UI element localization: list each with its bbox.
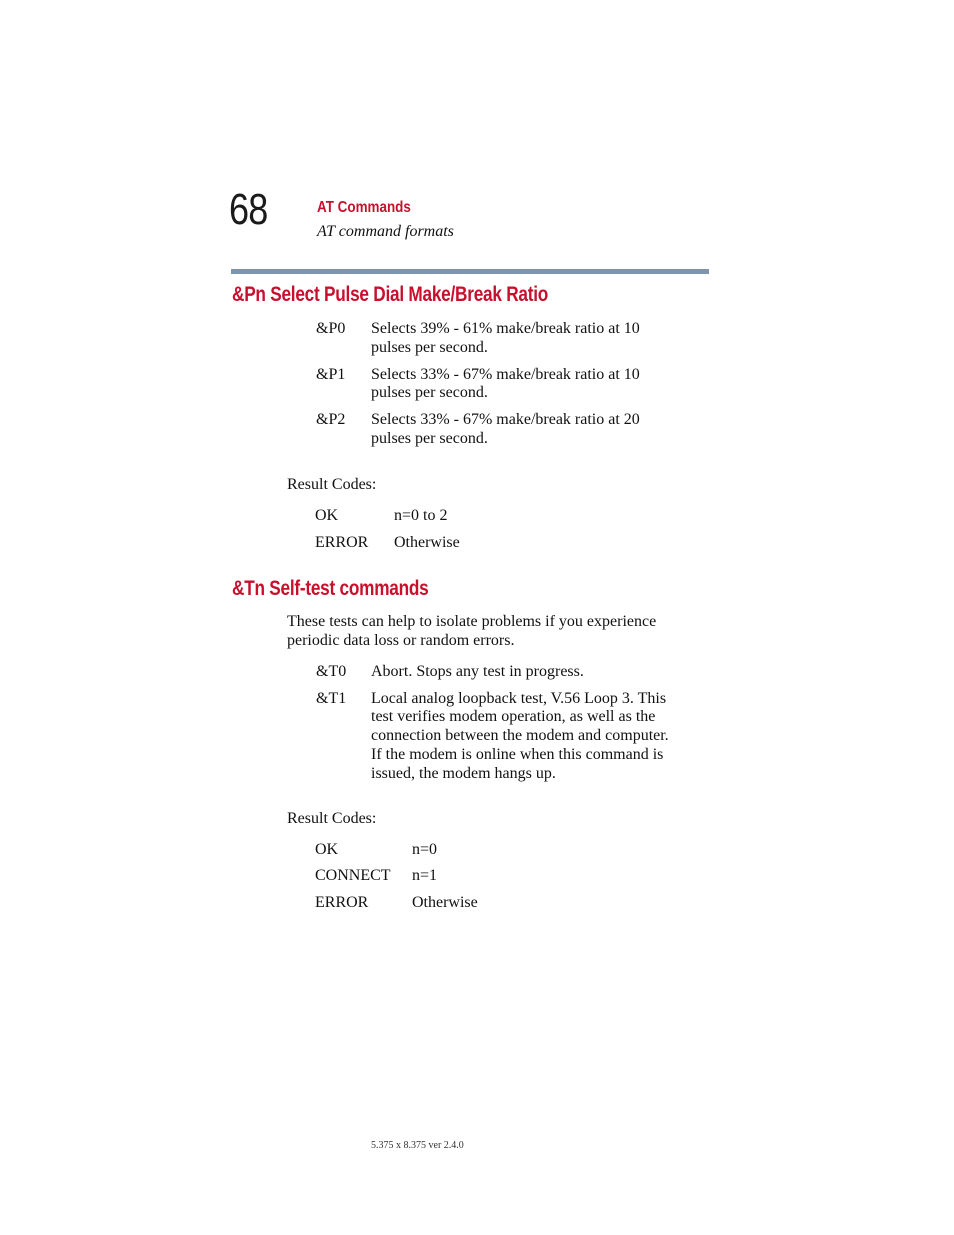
command-description: Local analog loopback test, V.56 Loop 3. This (371, 690, 667, 707)
result-code: OK (315, 507, 339, 524)
section-subtitle: AT command formats (317, 223, 454, 240)
section-heading-tn: &Tn Self-test commands (232, 577, 429, 600)
result-codes-label: Result Codes: (287, 810, 377, 827)
result-code: ERROR (315, 534, 369, 551)
command-description: Selects 39% - 61% make/break ratio at 10 (371, 320, 640, 337)
command-description: Selects 33% - 67% make/break ratio at 10 (371, 366, 640, 383)
result-value: Otherwise (394, 534, 460, 551)
command-description: issued, the modem hangs up. (371, 765, 556, 782)
command-code: &T0 (316, 663, 347, 680)
result-value: Otherwise (412, 894, 478, 911)
command-description: pulses per second. (371, 430, 488, 447)
intro-paragraph: These tests can help to isolate problems if you experience (287, 613, 657, 630)
result-code: ERROR (315, 894, 369, 911)
intro-paragraph: periodic data loss or random errors. (287, 632, 515, 649)
command-code: &P1 (316, 366, 346, 383)
command-description: If the modem is online when this command is (371, 746, 664, 763)
result-codes-label: Result Codes: (287, 476, 377, 493)
section-heading-pn: &Pn Select Pulse Dial Make/Break Ratio (232, 283, 549, 306)
command-description: Abort. Stops any test in progress. (371, 663, 584, 680)
command-code: &P2 (316, 411, 346, 428)
result-value: n=0 (412, 841, 438, 858)
command-description: pulses per second. (371, 384, 488, 401)
page-footer: 5.375 x 8.375 ver 2.4.0 (371, 1140, 464, 1151)
command-code: &T1 (316, 690, 347, 707)
command-description: Selects 33% - 67% make/break ratio at 20 (371, 411, 640, 428)
command-description: test verifies modem operation, as well as the (371, 708, 656, 725)
page-number: 68 (229, 185, 268, 234)
result-value: n=1 (412, 867, 438, 884)
command-description: pulses per second. (371, 339, 488, 356)
result-value: n=0 to 2 (394, 507, 448, 524)
chapter-title: AT Commands (317, 199, 411, 216)
result-code: CONNECT (315, 867, 391, 884)
result-code: OK (315, 841, 339, 858)
command-description: connection between the modem and computer. (371, 727, 669, 744)
command-code: &P0 (316, 320, 346, 337)
header-divider (231, 269, 709, 274)
